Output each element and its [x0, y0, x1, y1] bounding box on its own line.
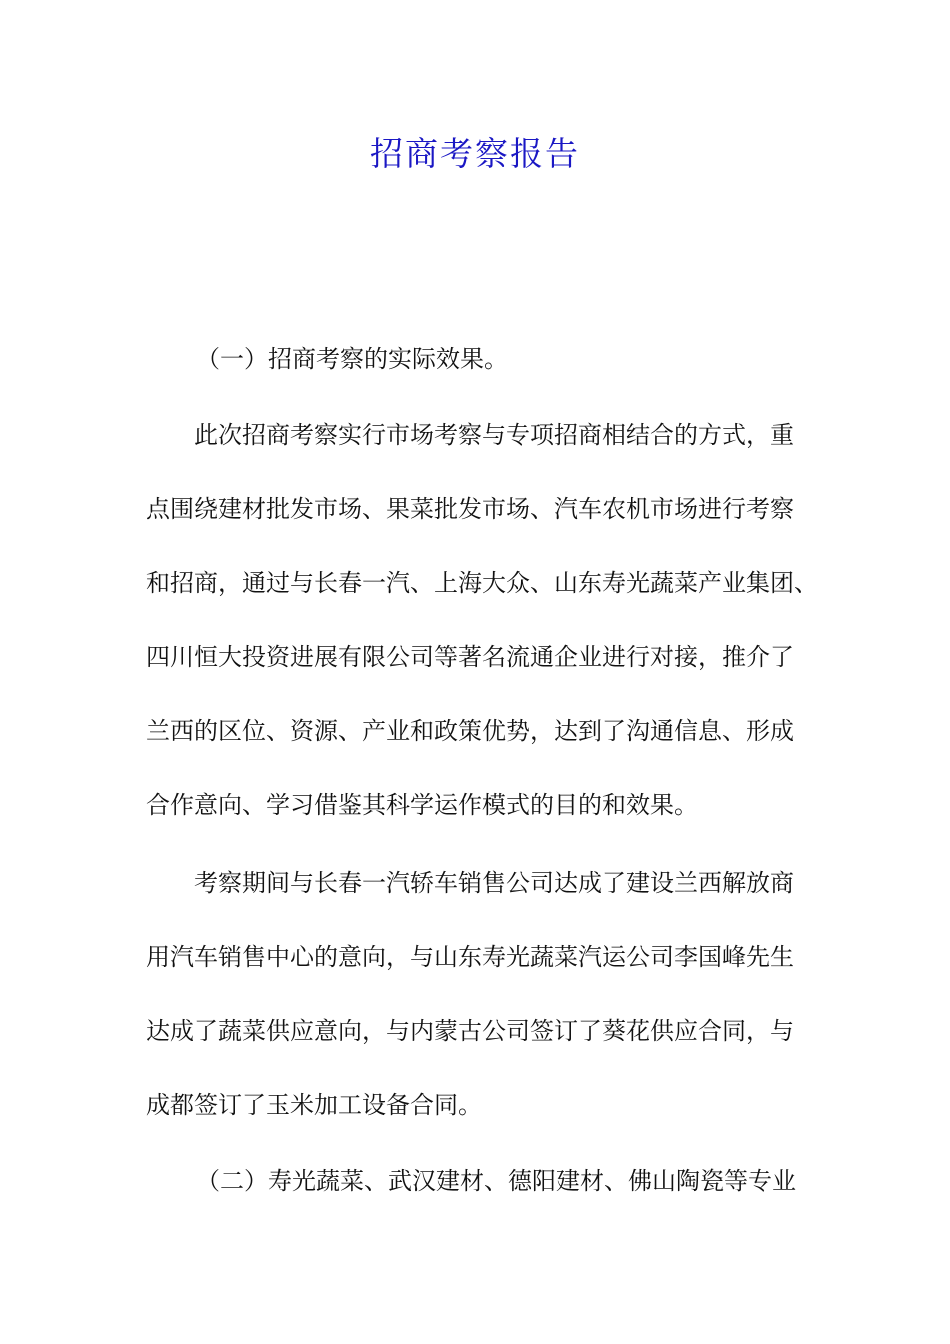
paragraph-line: 用汽车销售中心的意向，与山东寿光蔬菜汽运公司李国峰先生	[146, 943, 794, 971]
paragraph-line: 兰西的区位、资源、产业和政策优势，达到了沟通信息、形成	[146, 717, 794, 745]
paragraph-line: 点围绕建材批发市场、果菜批发市场、汽车农机市场进行考察	[146, 495, 794, 523]
paragraph-line: 达成了蔬菜供应意向，与内蒙古公司签订了葵花供应合同，与	[146, 1017, 794, 1045]
paragraph-line: 此次招商考察实行市场考察与专项招商相结合的方式，重	[194, 421, 794, 449]
document-title: 招商考察报告	[370, 134, 580, 173]
section-heading-1: （一）招商考察的实际效果。	[196, 345, 508, 373]
paragraph-line: 成都签订了玉米加工设备合同。	[146, 1091, 482, 1119]
paragraph-line: 和招商，通过与长春一汽、上海大众、山东寿光蔬菜产业集团、	[146, 569, 818, 597]
paragraph-line: 考察期间与长春一汽轿车销售公司达成了建设兰西解放商	[194, 869, 794, 897]
section-heading-2: （二）寿光蔬菜、武汉建材、德阳建材、佛山陶瓷等专业	[196, 1167, 796, 1195]
paragraph-2	[146, 846, 794, 1142]
paragraph-line: 四川恒大投资进展有限公司等著名流通企业进行对接，推介了	[146, 643, 794, 671]
paragraph-1	[146, 398, 818, 842]
paragraph-line: 合作意向、学习借鉴其科学运作模式的目的和效果。	[146, 791, 698, 819]
